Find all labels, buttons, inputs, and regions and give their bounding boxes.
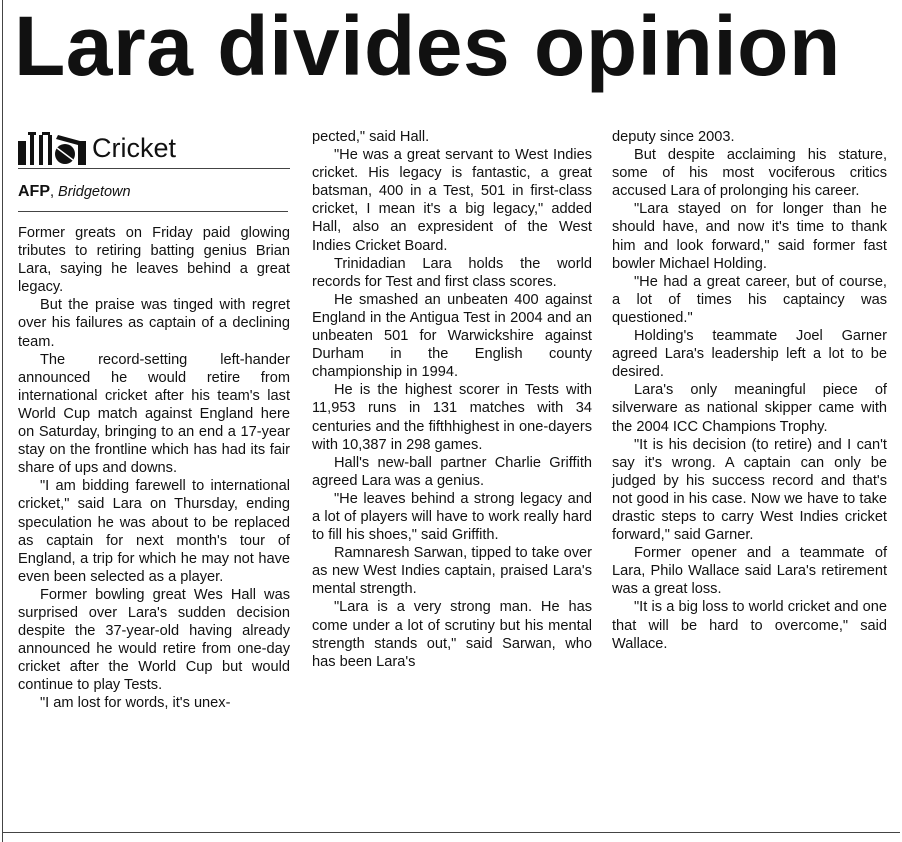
paragraph: He smashed an unbeaten 400 against England in the Antigua Test in 2004 and an unbeaten 501 for Warwickshire against Durham in the English county championship in 1994. [312,291,592,381]
paragraph: But despite acclaiming his stature, some of his most vociferous critics accused Lara of prolonging his career. [612,147,887,200]
paragraph: Former greats on Friday paid glowing tributes to retiring batting genius Brian Lara, saying he leaves behind a great legacy. [18,225,290,296]
cricket-icon [18,131,86,165]
paragraph: "It is his decision (to retire) and I can't say it's wrong. A captain can only be judged by his success record and that's not good in his case. Now we have to take drastic steps to carry West Indies cricket forward," said Garner. [612,436,887,544]
paragraph: "He had a great career, but of course, a lot of times his captaincy was questioned." [612,273,887,326]
paragraph: "Lara stayed on for longer than he should have, and now it's time to thank him and look forward," said former fast bowler Michael Holding. [612,201,887,272]
paragraph: Ramnaresh Sarwan, tipped to take over as new West Indies captain, praised Lara's mental strength. [312,545,592,598]
paragraph: But the praise was tinged with regret over his failures as captain of a declining team. [18,297,290,350]
byline-separator: , [50,184,55,200]
paragraph: Hall's new-ball partner Charlie Griffith agreed Lara was a genius. [312,454,592,489]
paragraph: "It is a big loss to world cricket and one that will be hard to overcome," said Wallace. [612,599,887,652]
byline-agency: AFP [18,183,50,200]
byline-place: Bridgetown [58,184,131,200]
paragraph: He is the highest scorer in Tests with 11,953 runs in 131 matches with 34 centuries and the fifthhighest in one-dayers with 10,387 in 298 games. [312,382,592,453]
section-label: Cricket [92,133,177,163]
paragraph-continued: pected," said Hall. [312,129,430,145]
paragraph: Lara's only meaningful piece of silverware as national skipper came with the 2004 ICC Champions Trophy. [612,382,887,435]
paragraph: "Lara is a very strong man. He has come under a lot of scrutiny but his mental strength stands out," said Sarwan, who has been Lara's [312,599,592,670]
paragraph: Former bowling great Wes Hall was surprised over Lara's sudden decision despite the 37-year-old having already announced he would retire from one-day cricket after the World Cup but would continue to play Tests. [18,586,290,694]
section-header [18,128,290,169]
paragraph: "He was a great servant to West Indies cricket. His legacy is fantastic, a great batsman, 400 in a Test, 501 in first-class cricket, I mean it's a big legacy," added Hall, also an expresident of the West Indies Cricket Board. [312,147,592,254]
paragraph: "I am lost for words, it's unex- [40,695,231,712]
paragraph-continued: deputy since 2003. [612,129,735,145]
paragraph: Holding's teammate Joel Garner agreed Lara's leadership left a lot to be desired. [612,328,887,381]
headline: Lara divides opinion [14,0,841,93]
article-column-3 [612,128,887,653]
paragraph: The record-setting left-hander announced he would retire from international cricket after his team's last World Cup match against England here on Saturday, bringing to an end a 17-year stay on the frontline which has had its fair share of ups and downs. [18,351,290,477]
paragraph: Trinidadian Lara holds the world records for Test and first class scores. [312,255,592,290]
byline [18,183,290,201]
paragraph: "I am bidding farewell to international cricket," said Lara on Thursday, ending speculation he was about to be replaced as captain for next month's tour of England, a trip for which he may not have even been selected as a player. [18,478,290,585]
column-rule-left [2,0,3,842]
article-column-2 [312,128,592,671]
paragraph: "He leaves behind a strong legacy and a lot of players will have to work really hard to fill his shoes," said Griffith. [312,490,592,544]
article-column-1 [18,128,290,713]
byline-divider [18,211,288,212]
paragraph: Former opener and a teammate of Lara, Philo Wallace said Lara's retirement was a great loss. [612,545,887,598]
bottom-rule [2,832,900,833]
